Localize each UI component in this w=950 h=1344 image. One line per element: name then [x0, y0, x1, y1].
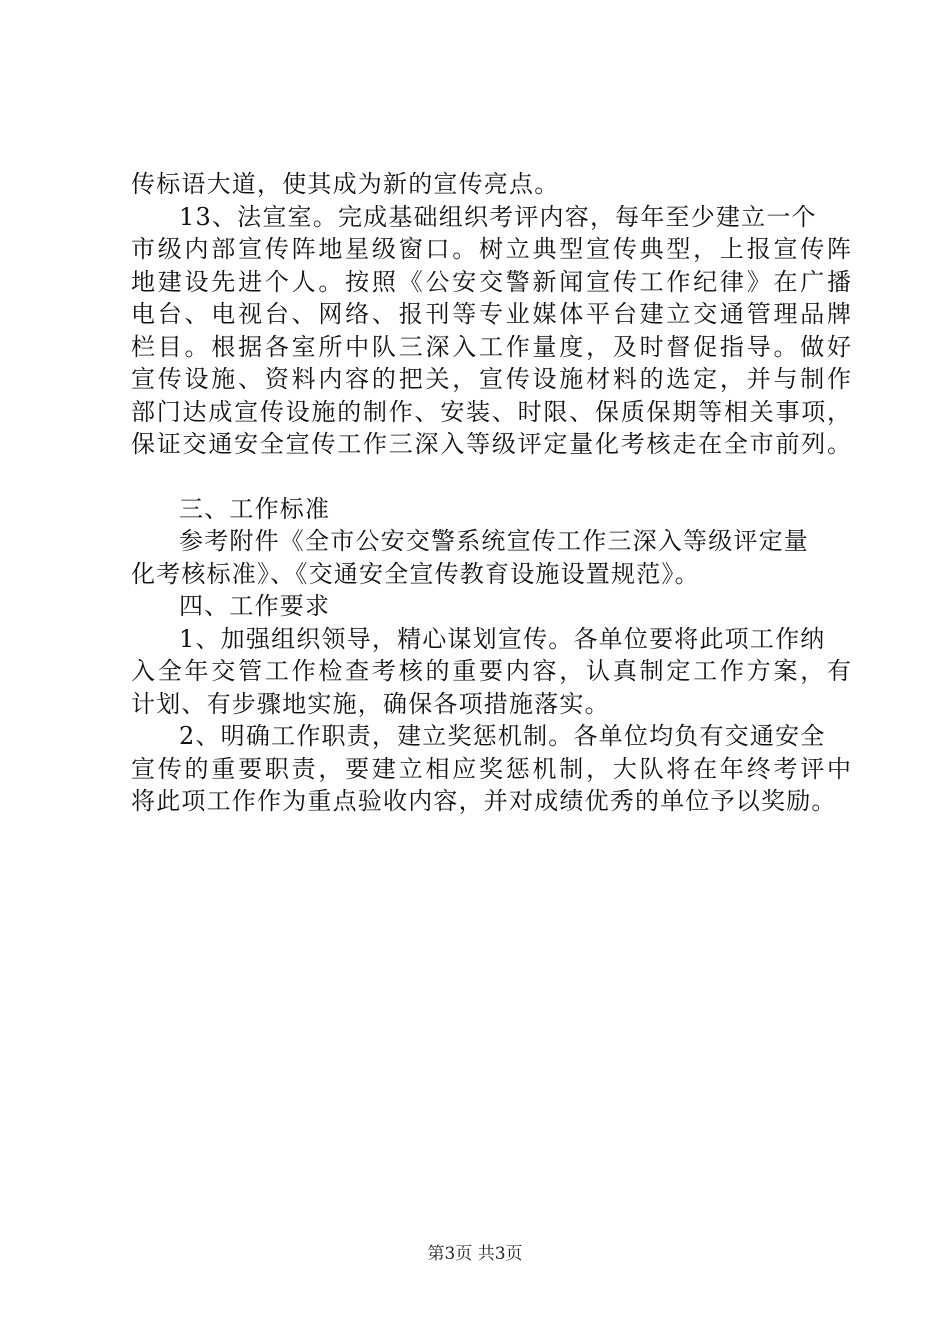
text-line: 栏目。根据各室所中队三深入工作量度，及时督促指导。做好 — [131, 332, 851, 361]
page-number-footer: 第3页 共3页 — [427, 1244, 523, 1264]
text-line: 将此项工作作为重点验收内容，并对成绩优秀的单位予以奖励。 — [131, 787, 837, 815]
section-heading-requirements: 四、工作要求 — [179, 592, 331, 620]
text-line: 计划、有步骤地实施，确保各项措施落实。 — [131, 689, 610, 718]
document-body — [131, 168, 851, 818]
text-line: 部门达成宣传设施的制作、安装、时限、保质保期等相关事项， — [131, 397, 851, 426]
text-line: 入全年交管工作检查考核的重要内容，认真制定工作方案，有 — [131, 657, 851, 685]
text-line: 宣传设施、资料内容的把关，宣传设施材料的选定，并与制作 — [131, 365, 851, 393]
paragraph-13-first-line: 13、法宣室。完成基础组织考评内容，每年至少建立一个 — [179, 202, 817, 231]
paragraph-gap — [131, 461, 851, 493]
text-line: 保证交通安全宣传工作三深入等级评定量化考核走在全市前列。 — [131, 430, 851, 458]
text-line: 化考核标准》、《交通安全宣传教育设施设置规范》。 — [131, 559, 700, 588]
text-line: 电台、电视台、网络、报刊等专业媒体平台建立交通管理品牌 — [131, 300, 851, 328]
text-line: 参考附件《全市公安交警系统宣传工作三深入等级评定量 — [179, 527, 809, 555]
section-heading-standards: 三、工作标准 — [179, 494, 331, 523]
text-line: 传标语大道，使其成为新的宣传亮点。 — [131, 170, 560, 198]
text-line: 宣传的重要职责，要建立相应奖惩机制，大队将在年终考评中 — [131, 754, 851, 783]
text-line: 2、明确工作职责，建立奖惩机制。各单位均负有交通安全 — [179, 722, 826, 750]
text-line: 地建设先进个人。按照《公安交警新闻宣传工作纪律》在广播 — [131, 267, 851, 296]
text-line: 1、加强组织领导，精心谋划宣传。各单位要将此项工作纳 — [179, 624, 826, 653]
text-line: 市级内部宣传阵地星级窗口。树立典型宣传典型，上报宣传阵 — [131, 235, 851, 263]
